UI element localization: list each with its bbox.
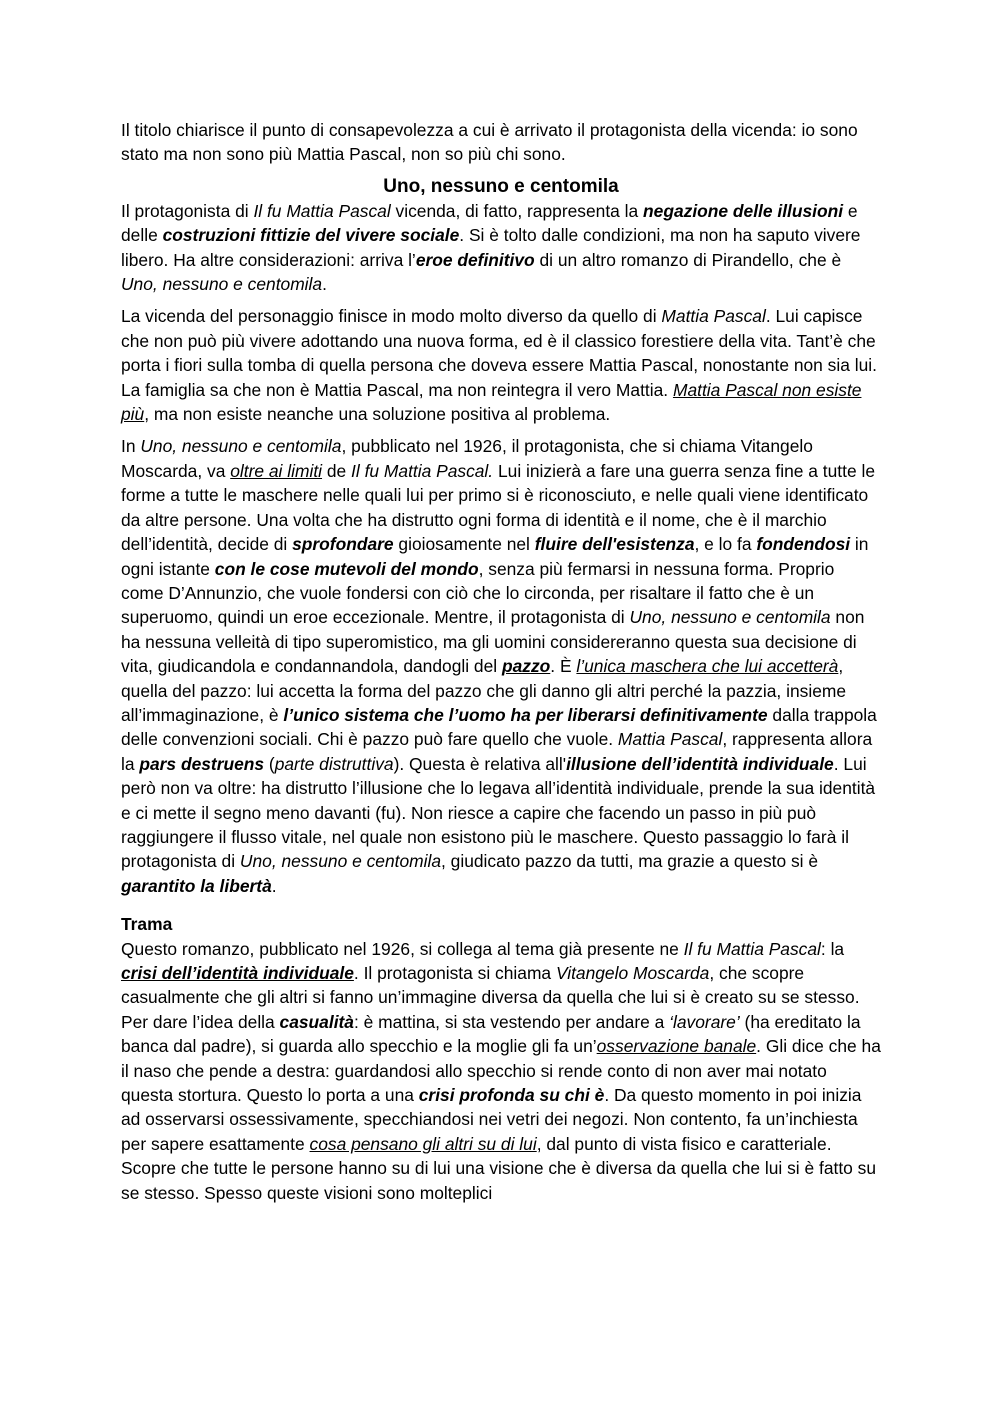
text-run: vicenda, di fatto, rappresenta la — [390, 200, 644, 221]
text-run: oltre ai limiti — [230, 460, 323, 481]
text-run: con le cose mutevoli del mondo — [214, 558, 479, 579]
text-run: parte distruttiva — [274, 753, 394, 774]
paragraph-1 — [121, 199, 881, 297]
text-run: . — [271, 875, 277, 896]
text-run: casualità — [279, 1011, 354, 1032]
text-run: : la — [820, 938, 845, 959]
text-run: Uno, nessuno e centomila — [140, 436, 342, 457]
text-run: Uno, nessuno e centomila — [239, 851, 442, 872]
text-run: eroe definitivo — [415, 249, 535, 270]
text-run: illusione dell’identità individuale — [566, 753, 834, 774]
text-run: Questo romanzo, pubblicato nel 1926, si collega al tema già presente ne — [121, 938, 684, 959]
text-run: Mattia Pascal — [617, 729, 723, 750]
text-run: negazione delle illusioni — [643, 200, 844, 221]
text-run: Mattia Pascal — [661, 306, 766, 327]
text-run: . Da questo momento in poi inizia ad osservarsi ossessivamente, specchiandosi nei vetri dei negozi. Non contento, fa un’inchiesta per sapere esattamente — [121, 1085, 862, 1154]
text-run: In — [121, 436, 141, 457]
text-run: , ma non esiste neanche una soluzione positiva al problema. — [144, 404, 611, 425]
text-run: Uno, nessuno e centomila — [629, 607, 831, 628]
intro-paragraph — [121, 118, 881, 167]
text-run: , dal punto di vista fisico e caratteriale. Scopre che tutte le persone hanno su di lui una visione che è diversa da quella che lui si è fatto su se stesso. Spesso queste visioni sono molteplici — [121, 1133, 877, 1203]
text-run: osservazione banale — [596, 1036, 757, 1057]
text-run: , pubblicato nel 1926, il protagonista, che si chiama Vitangelo Moscarda, va — [121, 436, 813, 481]
text-run: ). Questa è relativa all' — [393, 753, 567, 774]
text-run: l’unico sistema che l’uomo ha per liberarsi definitivamente — [283, 704, 768, 725]
text-run: crisi dell’identità individuale — [121, 963, 354, 983]
text-run: Il titolo chiarisce il punto di consapevolezza a cui è arrivato il protagonista della vicenda: io sono stato ma non sono più Mattia Pascal, non so più chi sono. — [121, 120, 858, 165]
text-run: . Si è tolto dalle condizioni, ma non ha saputo vivere libero. Ha altre considerazioni: arriva l’ — [121, 225, 861, 270]
text-run: Lui inizierà a fare una guerra senza fine a tutte le forme a tutte le maschere nelle quali lui per primo si è riconosciuto, e nelle quali viene identificato da altre persone. Una volta che ha distrutto ogni forma di identità e il nome, che è il marchio dell’identità, decide di — [121, 460, 876, 555]
text-run: cosa pensano gli altri su di lui — [309, 1133, 537, 1154]
text-run: , rappresenta allora la — [121, 729, 873, 774]
text-run: (ha ereditato la banca dal padre), si guarda allo specchio e la moglie gli fa un’ — [121, 1011, 861, 1057]
text-run: de — [322, 460, 352, 481]
text-run: Uno, nessuno e centomila — [121, 274, 323, 295]
paragraph-4 — [121, 937, 881, 1205]
text-run: di un altro romanzo di Pirandello, che è — [534, 249, 842, 270]
text-run: La vicenda del personaggio finisce in modo molto diverso da quello di — [121, 306, 662, 327]
text-run: . Il protagonista si chiama — [353, 963, 556, 983]
text-run: , giudicato pazzo da tutti, ma grazie a questo si è — [441, 851, 819, 872]
text-run: . — [322, 274, 327, 295]
section-title: Uno, nessuno e centomila — [383, 175, 619, 197]
text-run: Il fu Mattia Pascal — [253, 200, 391, 221]
text-run: pazzo — [501, 656, 551, 677]
text-run: fondendosi — [756, 534, 851, 555]
text-run: ( — [264, 753, 275, 774]
text-run: sprofondare — [292, 534, 394, 555]
text-run: dalla trappola delle convenzioni sociali. Chi è pazzo può fare quello che vuole. — [121, 704, 877, 750]
text-run: . Lui capisce che non può più vivere adottando una nuova forma, ed è il classico forestiere della vita. Tant’è che porta i fiori sulla tomba di quella persona che doveva essere Mattia Pascal, nonostante non sia lui. La famiglia sa che non è Mattia Pascal, ma non reintegra il vero Mattia. — [121, 306, 877, 400]
text-run: e delle — [121, 200, 858, 246]
subsection-title: Trama — [121, 914, 173, 935]
text-run: , e lo fa — [694, 534, 757, 555]
text-run: in ogni istante — [121, 534, 869, 579]
text-run: , che scopre casualmente che gli altri si fanno un’immagine diversa da quella che lui si è creato su se stesso. Per dare l’idea della — [121, 963, 860, 1032]
text-run: gioiosamente nel — [393, 534, 535, 555]
text-run: : è mattina, si sta vestendo per andare a — [353, 1011, 670, 1032]
text-run: Il fu Mattia Pascal — [683, 938, 821, 959]
text-run: Il protagonista di — [121, 200, 254, 221]
paragraph-3 — [121, 434, 881, 898]
text-run: ‘lavorare’ — [669, 1011, 740, 1032]
text-run: garantito la libertà — [121, 875, 272, 896]
text-run: Vitangelo Moscarda — [555, 963, 710, 983]
text-run: l’unica maschera che lui accetterà — [576, 656, 839, 677]
document-body — [121, 118, 881, 1213]
text-run: Il fu Mattia Pascal. — [351, 460, 494, 481]
text-run: Mattia Pascal non esiste più — [121, 379, 862, 425]
text-run: crisi profonda su chi è — [418, 1085, 605, 1106]
text-run: . Lui però non va oltre: ha distrutto l’illusione che lo legava all’identità individuale, prende la sua identità e ci mette il segno meno davanti (fu). Non riesce a capire che facendo un passo in più può raggiungere il flusso vitale, nel quale non esistono più le maschere. Questo passaggio lo farà il protagonista di — [121, 753, 876, 872]
text-run: non ha nessuna velleità di tipo superomistico, ma gli uomini considereranno questa sua decisione di vita, giudicandola e condannandola, dandogli del — [121, 607, 865, 677]
text-run: , quella del pazzo: lui accetta la forma del pazzo che gli danno gli altri perché la pazzia, insieme all’immaginazione, è — [121, 656, 847, 725]
paragraph-2 — [121, 304, 881, 426]
text-run: . È — [550, 656, 577, 677]
text-run: costruzioni fittizie del vivere sociale — [162, 225, 460, 246]
text-run: pars destruens — [139, 753, 265, 774]
text-run: , senza più fermarsi in nessuna forma. Proprio come D’Annunzio, che vuole fondersi con ciò che lo circonda, per risaltare il fatto che è un superuomo, quindi un eroe eccezionale. Mentre, il protagonista di — [121, 558, 835, 628]
text-run: . Gli dice che ha il naso che pende a destra: guardandosi allo specchio si rende conto di non aver mai notato questa stortura. Questo lo porta a una — [121, 1036, 881, 1106]
text-run: fluire dell'esistenza — [534, 534, 695, 555]
